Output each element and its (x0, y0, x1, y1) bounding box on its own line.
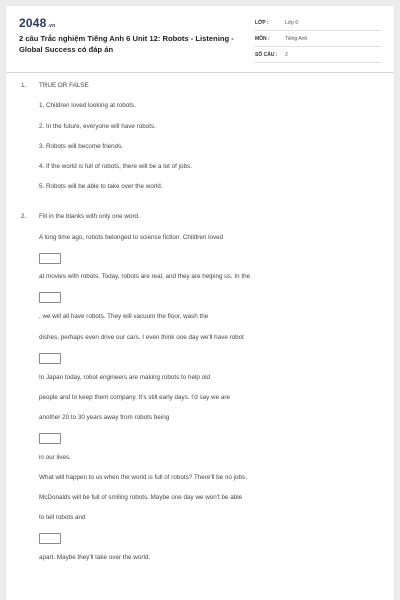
passage-line: another 20 to 30 years away from robots being (39, 414, 170, 421)
passage-line: A long time ago, robots belonged to science fiction. Children loved (39, 234, 224, 241)
passage-line: to tell robots and (39, 514, 86, 521)
passage-line: , we will all have robots. They will vacuum the floor, wash the (39, 313, 209, 320)
meta-label: SỐ CÂU : (255, 52, 278, 58)
statement: 2. In the future, everyone will have robots. (39, 123, 156, 130)
passage-line: apart. Maybe they'll take over the world. (39, 554, 151, 561)
passage-line: In Japan today, robot engineers are making robots to help old (39, 374, 211, 381)
passage-line: What will happen to us when the world is full of robots? There'll be no jobs. (39, 474, 247, 481)
question-number: 2. (21, 213, 27, 220)
blank-2-input[interactable] (39, 292, 61, 303)
meta-label: MÔN : (255, 36, 270, 42)
logo-suffix: .vn (47, 23, 56, 29)
statement: 4. If the world is full of robots, there will be a lot of jobs. (39, 163, 192, 170)
meta-value: 2 (285, 52, 288, 58)
worksheet-meta (254, 15, 382, 63)
meta-row-question-count (254, 47, 382, 63)
blank-4-input[interactable] (39, 433, 61, 444)
passage-line: people and to keep them company. It's still early days. I'd say we are (39, 394, 230, 401)
meta-row-subject (254, 31, 382, 47)
question-number: 1. (21, 82, 27, 89)
blank-3-input[interactable] (39, 353, 61, 364)
meta-value: Tiếng Anh (285, 36, 308, 42)
site-logo[interactable] (19, 16, 55, 30)
question-prompt: Fill in the blanks with only one word. (39, 213, 140, 220)
passage-line: at movies with robots. Today, robots are real, and they are helping us. In the (39, 273, 251, 280)
statement: 5. Robots will be able to take over the world. (39, 183, 163, 190)
meta-value: Lớp 6 (285, 20, 299, 26)
blank-1-input[interactable] (39, 253, 61, 264)
meta-row-class (254, 15, 382, 31)
passage-line: dishes, perhaps even drive our cars. I even think one day we'll have robot (39, 334, 244, 341)
passage-line: in our lives. (39, 454, 71, 461)
meta-label: LỚP : (255, 20, 269, 26)
question-prompt: TRUE OR FALSE (39, 82, 89, 89)
blank-5-input[interactable] (39, 533, 61, 544)
statement: 1. Children loved looking at robots. (39, 102, 136, 109)
logo-text: 2048 (19, 16, 47, 30)
worksheet-page (6, 6, 394, 600)
page-title: 2 câu Trắc nghiệm Tiếng Anh 6 Unit 12: Robots - Listening - Global Success có đáp án (19, 34, 234, 54)
statement: 3. Robots will become friends. (39, 143, 123, 150)
passage-line: McDonalds will be full of smiling robots. Maybe one day we won't be able (39, 494, 243, 501)
worksheet-header (6, 6, 394, 73)
